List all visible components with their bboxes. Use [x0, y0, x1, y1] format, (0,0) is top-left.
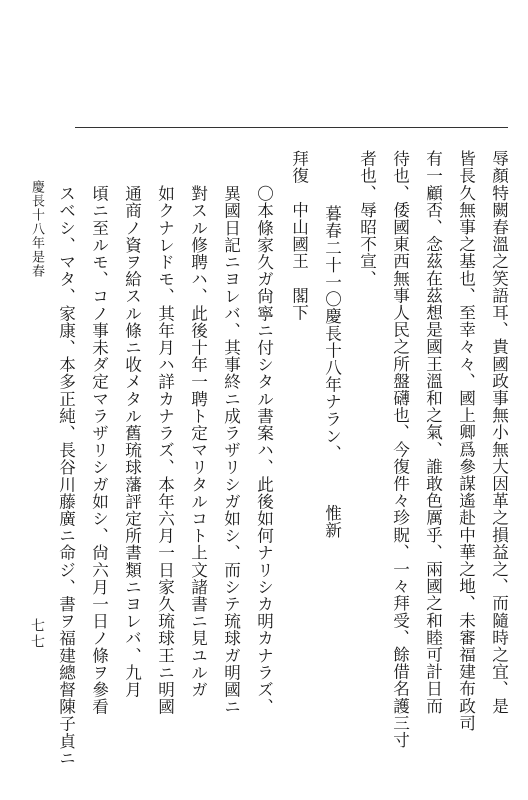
text-column: 有一顧否、念茲在茲想是國王溫和之氣、誰敢色厲乎、兩國之和睦可計日而: [423, 150, 443, 715]
addressee-column: 拜復 中山國王 閣下: [289, 150, 309, 321]
commentary-column: 〇本條家久ガ尙寧ニ付シタル書案ハ、此後如何ナリシカ明カナラズ、: [254, 185, 274, 716]
date-signature-column: 暮春二十一〇慶長十八年ナラン、 惟新: [322, 205, 342, 539]
text-column: 者也、辱昭不宣、: [357, 150, 377, 287]
commentary-column: スベシ、マタ、家康、本多正純、長谷川藤廣ニ命ジ、書ヲ福建總督陳子貞ニ: [56, 185, 76, 767]
commentary-column: 通商ノ資ヲ給スル條ニ收メタル舊琉球藩評定所書類ニヨレバ、九月: [122, 185, 142, 698]
text-column: 皆長久無事之基也、至幸々々、國上卿爲參謀遙赴中華之地、未審福建布政司: [456, 150, 476, 732]
page-number: 七七: [29, 618, 45, 650]
text-column: 待也、倭國東西無事人民之所盤礴也、今復件々珍貺、一々拜受、餘借名護三寸: [390, 150, 410, 749]
commentary-column: 異國日記ニヨレバ、其事終ニ成ラザリシガ如シ、而シテ琉球ガ明國ニ: [221, 185, 241, 716]
commentary-column: 對スル修聘ハ、此後十年一聘ト定マリタルコト上文諸書ニ見ユルガ: [188, 185, 208, 698]
text-column: 辱顏特闕春溫之笑語耳、貴國政事無小無大因革之損益之、而隨時之宜、是: [489, 150, 509, 715]
commentary-column: 頃ニ至ルモ、コノ事未ダ定マラザリシガ如シ、尙六月一日ノ條ヲ參看: [89, 185, 109, 716]
header-rule: [75, 127, 508, 128]
commentary-column: 如クナレドモ、其年月ハ詳カナラズ、本年六月一日家久琉球王ニ明國: [155, 185, 175, 716]
running-header: 慶長十八年是春: [29, 180, 44, 278]
